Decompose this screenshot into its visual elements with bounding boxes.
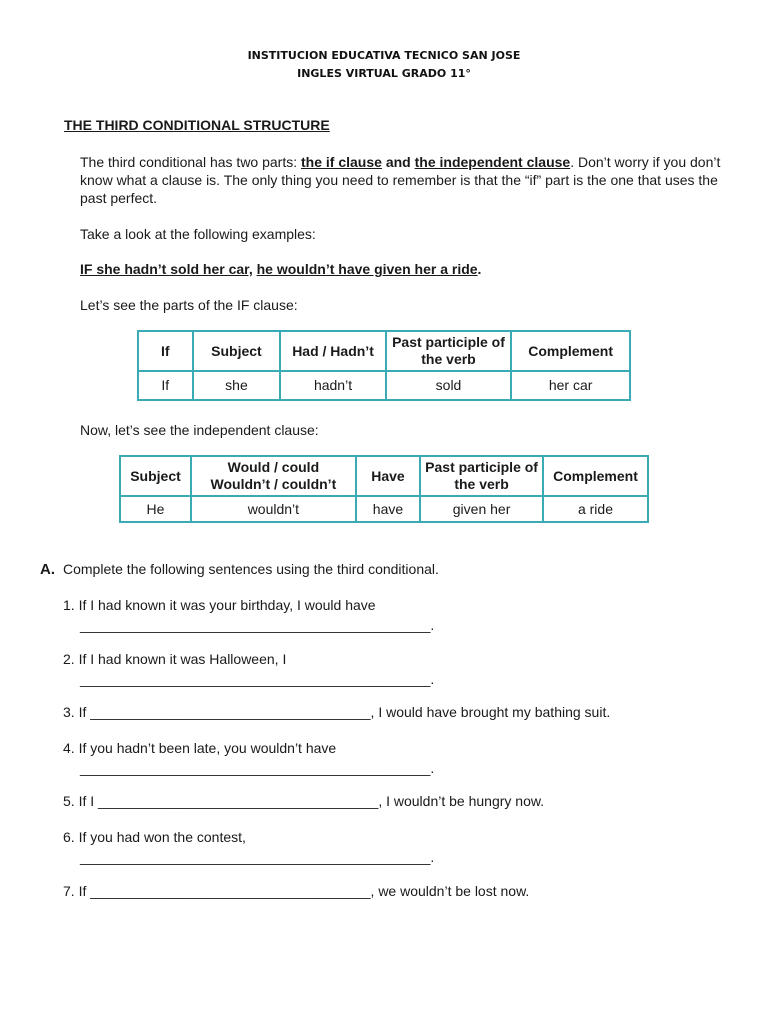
table-header-cell: Would / could Wouldn’t / couldn’t — [191, 456, 356, 496]
table-cell: given her — [420, 496, 543, 522]
example-main-part: he wouldn’t have given her a ride — [256, 261, 478, 277]
if-clause-table — [137, 330, 631, 401]
table-header-row — [120, 456, 648, 496]
course-name: INGLES VIRTUAL GRADO 11° — [297, 67, 471, 80]
table-row — [138, 371, 630, 400]
look-text: Take a look at the following examples: — [80, 226, 316, 242]
answer-blank-4[interactable]: _____________________________________________. — [80, 760, 435, 776]
table-header-row — [138, 331, 630, 371]
table-cell: have — [356, 496, 420, 522]
school-name: INSTITUCION EDUCATIVA TECNICO SAN JOSE — [247, 49, 521, 62]
example-sentence — [80, 260, 730, 278]
exercise-item-1: 1. If I had known it was your birthday, I would have — [63, 597, 376, 613]
table-header-cell: Subject — [120, 456, 191, 496]
table-cell: wouldn’t — [191, 496, 356, 522]
example-period: . — [477, 261, 482, 277]
table-header-cell: Have — [356, 456, 420, 496]
exercise-item-4: 4. If you hadn’t been late, you wouldn’t have — [63, 740, 337, 756]
independent-clause-intro: Now, let’s see the independent clause: — [80, 422, 319, 438]
exercise-item-5[interactable]: 5. If I ____________________________________, I wouldn’t be hungry now. — [63, 793, 545, 809]
table-cell: her car — [511, 371, 630, 400]
table-header-cell: Complement — [511, 331, 630, 371]
intro-paragraph — [80, 153, 730, 207]
table-cell: hadn’t — [280, 371, 385, 400]
answer-blank-6[interactable]: _____________________________________________. — [80, 849, 435, 865]
independent-clause-term: the independent clause — [414, 154, 571, 170]
exercise-instruction: Complete the following sentences using the third conditional. — [63, 561, 439, 577]
answer-blank-2[interactable]: _____________________________________________. — [80, 671, 435, 687]
and-word: and — [381, 154, 415, 170]
table-header-cell: If — [138, 331, 193, 371]
table-row — [120, 496, 648, 522]
if-clause-intro: Let’s see the parts of the IF clause: — [80, 297, 298, 313]
exercise-item-7[interactable]: 7. If ____________________________________, we wouldn’t be lost now. — [63, 883, 530, 899]
table-cell: a ride — [543, 496, 648, 522]
independent-clause-table — [119, 455, 649, 523]
table-header-cell: Subject — [193, 331, 281, 371]
exercise-item-2: 2. If I had known it was Halloween, I — [63, 651, 287, 667]
table-cell: she — [193, 371, 281, 400]
exercise-marker: A. — [40, 561, 55, 578]
table-header-cell: Past participle of the verb — [420, 456, 543, 496]
table-header-cell: Had / Hadn’t — [280, 331, 385, 371]
exercise-item-6: 6. If you had won the contest, — [63, 829, 246, 845]
exercise-heading — [40, 561, 439, 578]
answer-blank-1[interactable]: _____________________________________________. — [80, 617, 435, 633]
intro-text-2: . Don’t worry if you don’t know what a clause is. The only thing you need to remember is that the “if” part is the one that uses the past perfect. — [80, 154, 721, 206]
table-header-cell: Complement — [543, 456, 648, 496]
page-title — [64, 117, 330, 133]
if-clause-term: the if clause — [301, 154, 382, 170]
page-title-text: THE THIRD CONDITIONAL STRUCTURE — [64, 117, 330, 133]
exercise-item-3[interactable]: 3. If ____________________________________, I would have brought my bathing suit. — [63, 704, 611, 720]
table-cell: He — [120, 496, 191, 522]
table-header-cell: Past participle of the verb — [386, 331, 511, 371]
example-if-part: IF she hadn’t sold her car, — [80, 261, 253, 277]
table-cell: If — [138, 371, 193, 400]
intro-text-1: The third conditional has two parts: — [80, 154, 302, 170]
table-cell: sold — [386, 371, 511, 400]
